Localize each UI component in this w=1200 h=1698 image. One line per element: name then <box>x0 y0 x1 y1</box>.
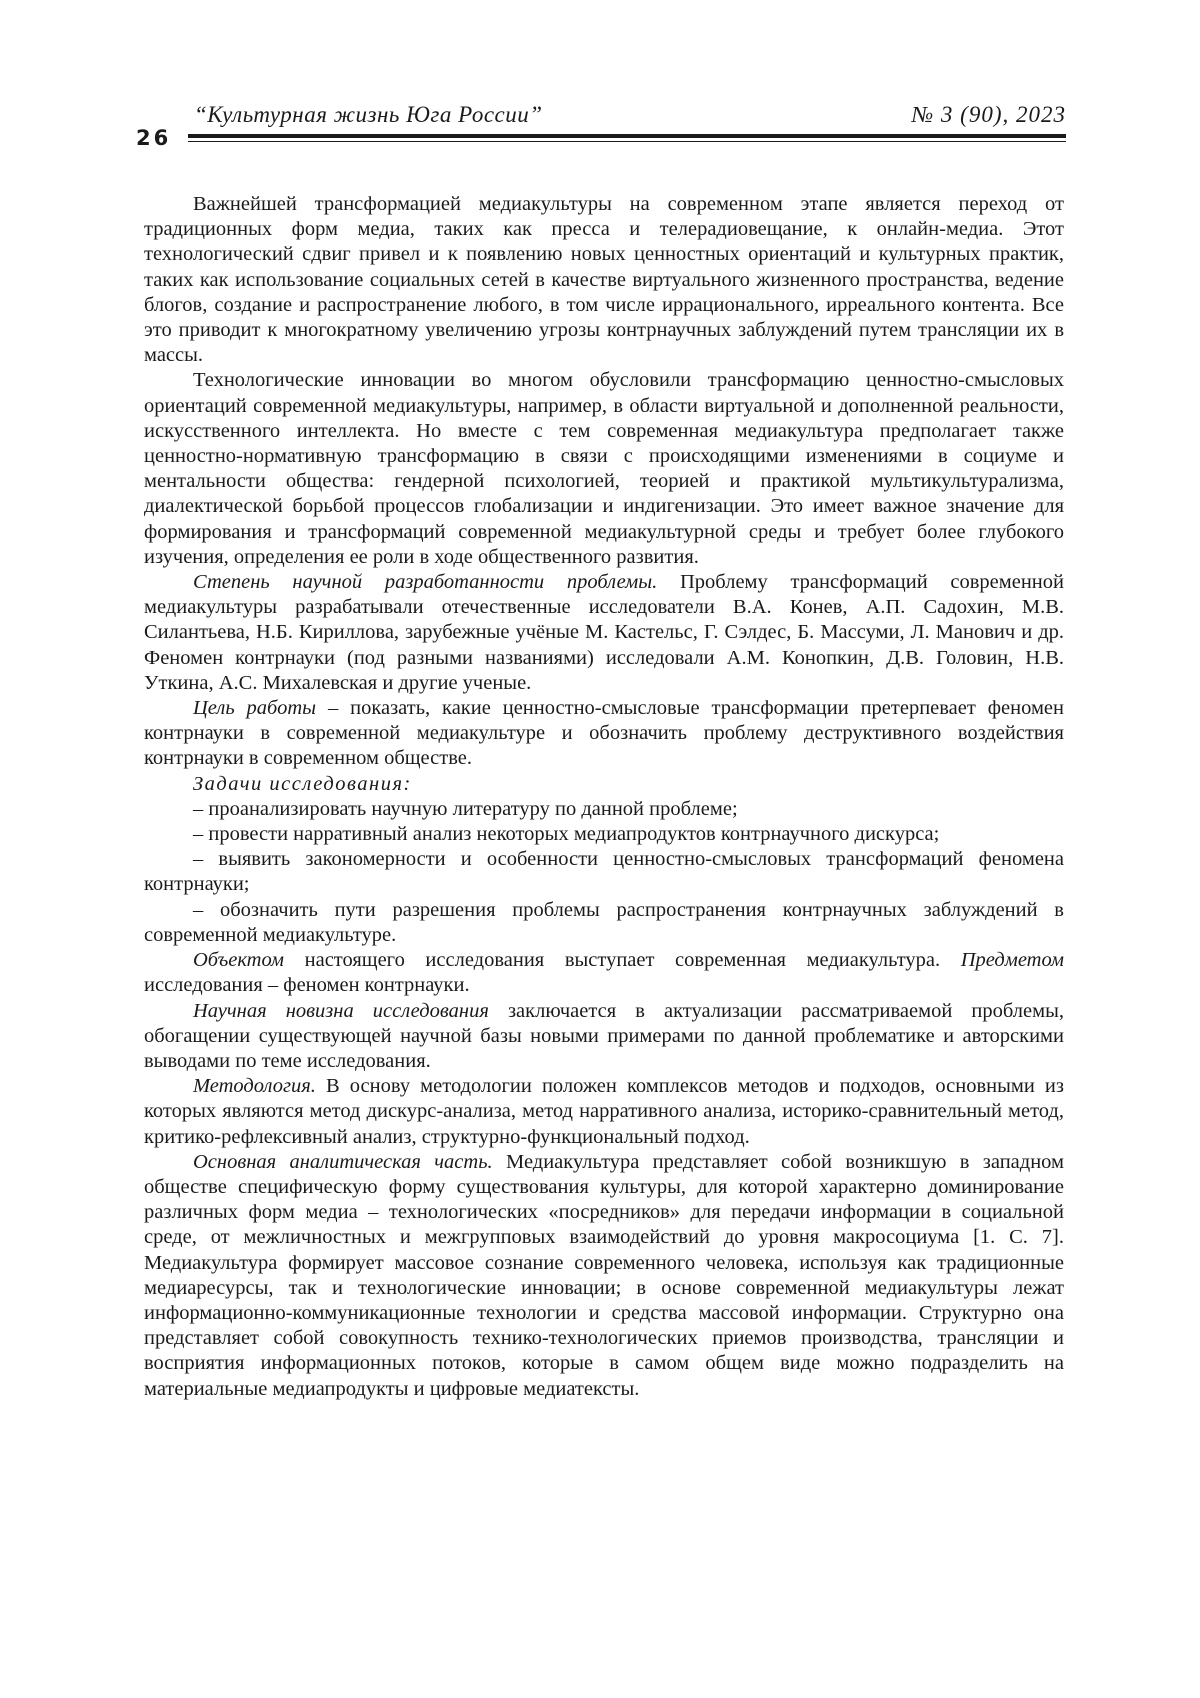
research-degree-text: Проблему трансформаций современной медиакультуры разрабатывали отечественные исследователи В.А. Конев, А.П. Садохин, М.В. Силантьева, Н.Б. Кириллова, зарубежные учёные М. Кастельс, Г. Сэлдес, Б. Массуми, Л. Манович и др. Феномен контрнауки (под разными названиями) исследовали А.М. Конопкин, Д.В. Головин, Н.В. Уткина, А.С. Михалевская и другие ученые. <box>144 571 1064 694</box>
subject-heading: Предметом <box>961 949 1064 971</box>
paragraph-object-subject <box>144 948 1064 998</box>
main-analysis-heading: Основная аналитическая часть. <box>193 1151 493 1173</box>
novelty-text: заключается в актуализации рассматриваемой проблемы, обогащении существующей научной базы новыми примерами по данной проблематике и авторскими выводами по теме исследования. <box>144 1000 1064 1072</box>
task-item-2: – провести нарративный анализ некоторых медиапродуктов контрнаучного дискурса; <box>144 822 1064 847</box>
header-rule-thick <box>188 134 1066 138</box>
goal-text: – показать, какие ценностно-смысловые трансформации претерпевает феномен контрнауки в современной медиакультуре и обозначить проблему деструктивного воздействия контрнауки в современном обществе. <box>144 697 1064 769</box>
research-degree-heading: Степень научной разработанности проблемы. <box>193 571 657 593</box>
subject-text: исследования – феномен контрнауки. <box>144 974 470 996</box>
journal-title: “Культурная жизнь Юга России” <box>194 102 543 128</box>
paragraph-media-transformation: Важнейшей трансформацией медиакультуры на современном этапе является переход от традиционных форм медиа, таких как пресса и телерадиовещание, к онлайн-медиа. Этот технологический сдвиг привел и к появлению новых ценностных ориентаций и культурных практик, таких как использование социальных сетей в качестве виртуального жизненного пространства, ведение блогов, создание и распространение любого, в том числе иррационального, ирреального контента. Все это приводит к многократному увеличению угрозы контрнаучных заблуждений путем трансляции их в массы. <box>144 192 1064 368</box>
running-header <box>136 96 1066 140</box>
task-item-1: – проанализировать научную литературу по данной проблеме; <box>144 797 1064 822</box>
header-rule-thin <box>188 141 1066 142</box>
object-text: настоящего исследования выступает современная медиакультура. <box>284 949 961 971</box>
goal-heading: Цель работы <box>193 697 316 719</box>
novelty-heading: Научная новизна исследования <box>193 1000 489 1022</box>
article-body <box>144 192 1064 1402</box>
paragraph-goal <box>144 696 1064 772</box>
object-heading: Объектом <box>193 949 284 971</box>
paragraph-technological-innovations: Технологические инновации во многом обусловили трансформацию ценностно-смысловых ориентаций современной медиакультуры, например, в области виртуальной и дополненной реальности, искусственного интеллекта. Но вместе с тем современная медиакультура предполагает также ценностно-нормативную трансформацию в связи с происходящими изменениями в социуме и ментальности общества: гендерной психологией, теорией и практикой мультикультурализма, диалектической борьбой процессов глобализации и индигенизации. Это имеет важное значение для формирования и трансформаций современной медиакультурной среды и требует более глубокого изучения, определения ее роли в ходе общественного развития. <box>144 368 1064 570</box>
tasks-heading <box>144 772 1064 797</box>
main-analysis-text: Медиакультура представляет собой возникшую в западном обществе специфическую форму существования культуры, для которой характерно доминирование различных форм медиа – технологических «посредников» для передачи информации в социальной среде, от межличностных и межгрупповых взаимодействий до уровня макросоциума [1. С. 7]. Медиакультура формирует массовое сознание современного человека, используя как традиционные медиаресурсы, так и технологические инновации; в основе современной медиакультуры лежат информационно-коммуникационные технологии и средства массовой информации. Структурно она представляет собой совокупность технико-технологических приемов производства, трансляции и восприятия информационных потоков, которые в самом общем виде можно подразделить на материальные медиапродукты и цифровые медиатексты. <box>144 1151 1064 1400</box>
task-item-4: – обозначить пути разрешения проблемы распространения контрнаучных заблуждений в современной медиакультуре. <box>144 898 1064 948</box>
paragraph-main-analysis <box>144 1150 1064 1402</box>
paragraph-novelty <box>144 999 1064 1075</box>
tasks-heading-text: Задачи исследования: <box>193 773 412 795</box>
methodology-text: В основу методологии положен комплексов методов и подходов, основными из которых являются метод дискурс-анализа, метод нарративного анализа, историко-сравнительный метод, критико-рефлексивный анализ, структурно-функциональный подход. <box>144 1075 1064 1147</box>
issue-number: № 3 (90), 2023 <box>911 102 1066 128</box>
paragraph-research-degree <box>144 570 1064 696</box>
paragraph-methodology <box>144 1074 1064 1150</box>
page-number: 26 <box>136 126 171 150</box>
methodology-heading: Методология. <box>193 1075 316 1097</box>
task-item-3: – выявить закономерности и особенности ценностно-смысловых трансформаций феномена контрнауки; <box>144 847 1064 897</box>
